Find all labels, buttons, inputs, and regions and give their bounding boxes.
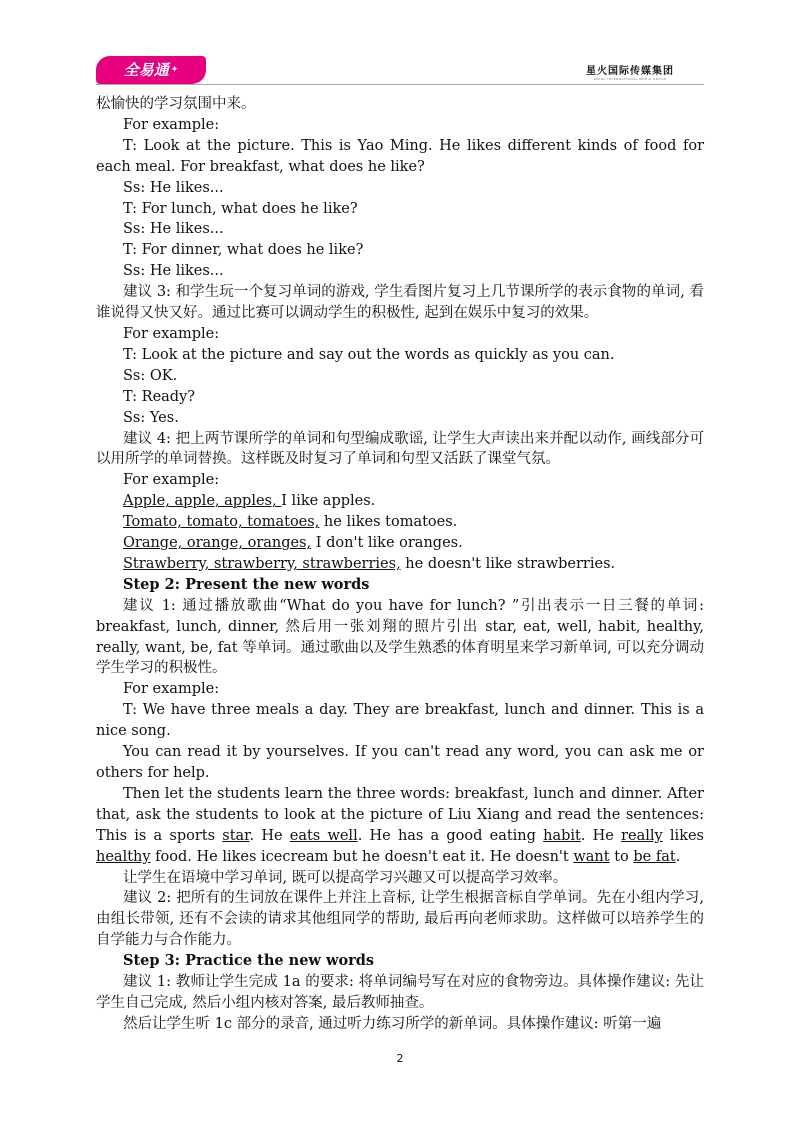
vocab-word: be fat [633,848,676,865]
brand-logo: 全易通 ✦ [96,56,206,84]
chant-line [96,554,704,575]
chant-text: I don't like oranges. [311,535,463,552]
chant-text: he doesn't like strawberries. [400,555,616,572]
document-body [96,94,704,1035]
page-number: 2 [396,1052,404,1065]
text-line: Ss: He likes... [123,221,224,238]
step-label: Step 3 [123,952,175,970]
chant-underlined: Apple, apple, apples, [123,493,282,510]
text-run: food. He likes icecream but he doesn't eat it. He doesn't [150,848,574,865]
step-title: : Present the new words [174,575,370,593]
text-line: For example: [123,116,220,133]
text-run: Then let the students learn the three words: breakfast, lunch and dinner. After that, ask the students to look at the picture of Liu Xiang and read the sentences: This is a sports [96,785,704,844]
vocab-word: star [222,827,250,844]
text-line: Ss: OK. [123,367,178,384]
text-line: For example: [123,681,220,698]
text-line: Ss: He likes... [123,263,224,280]
publisher-mark [586,62,674,81]
text-line: 然后让学生听 1c 部分的录音, 通过听力练习所学的新单词。具体操作建议: 听第一遍 [123,1015,662,1032]
text-line: 让学生在语境中学习单词, 既可以提高学习兴趣又可以提高学习效率。 [123,869,568,886]
text-line: 建议 3: 和学生玩一个复习单词的游戏, 学生看图片复习上几节课所学的表示食物的单词, 看谁说得又快又好。通过比赛可以调动学生的积极性, 起到在娱乐中复习的效果。 [96,284,704,322]
text-line: T: Look at the picture and say out the words as quickly as you can. [123,346,615,363]
text-line: Ss: Yes. [123,409,179,426]
chant-underlined: Strawberry, strawberry, strawberries, [123,555,401,572]
text-line: 建议 1: 教师让学生完成 1a 的要求: 将单词编号写在对应的食物旁边。具体操作建议: 先让学生自己完成, 然后小组内核对答案, 最后教师抽查。 [96,974,704,1011]
text-line: You can read it by yourselves. If you can't read any word, you can ask me or others for help. [96,744,704,781]
text-line: T: For dinner, what does he like? [123,242,364,259]
chant-underlined: Tomato, tomato, tomatoes, [123,514,320,531]
chant-line [96,491,704,512]
chant-underlined: Orange, orange, oranges, [123,535,312,552]
text-line: T: Ready? [123,388,196,405]
chant-text: he likes tomatoes. [319,514,458,531]
vocab-word: eats well [289,827,358,844]
text-line: 建议 2: 把所有的生词放在课件上并注上音标, 让学生根据音标自学单词。先在小组内学习, 由组长带领, 还有不会读的请求其他组同学的帮助, 最后再向老师求助。这样做可以培养学生的自学能力与合作能力。 [96,890,704,949]
vocab-word: want [573,848,610,865]
step-title: : Practice the new words [174,952,375,970]
text-run: . He has a good eating [357,827,544,844]
vocab-word: really [621,827,663,844]
text-paragraph [96,784,704,868]
text-line: T: We have three meals a day. They are breakfast, lunch and dinner. This is a nice song. [96,702,704,740]
section-heading-step2 [96,575,704,596]
publisher-name: 星火国际传媒集团 [586,66,674,77]
text-line: T: For lunch, what does he like? [123,200,358,217]
page-header [96,56,704,86]
chant-text: I like apples. [281,493,376,510]
sparkle-icon: ✦ [170,65,179,75]
vocab-word: habit [543,827,581,844]
text-line: For example: [123,325,220,342]
text-run: . [675,848,681,865]
step-label: Step 2 [123,575,175,593]
header-divider [96,84,704,85]
section-heading-step3 [96,951,704,972]
text-line: T: Look at the picture. This is Yao Ming. He likes different kinds of food for each meal. For breakfast, what does he like? [96,137,704,175]
text-run: . He [249,827,290,844]
text-line: 松愉快的学习氛围中来。 [96,96,256,112]
text-line: 建议 4: 把上两节课所学的单词和句型编成歌谣, 让学生大声读出来并配以动作, 画线部分可以用所学的单词替换。这样既及时复习了单词和句型又活跃了课堂气氛。 [96,430,704,468]
text-line: 建议 1: 通过播放歌曲“What do you have for lunch? ”引出表示一日三餐的单词: breakfast, lunch, dinner, 然后用一张刘翔的照片引出 star, eat, well, habit, healthy, really, want, be, fat 等单词。通过歌曲以及学生熟悉的体育明星来学习新单词, 可以充分调动学生学习的积极性。 [96,597,704,677]
publisher-name-en: SPARK INTERNATIONAL MEDIA GROUP [593,77,667,81]
text-line: Ss: He likes... [123,179,224,196]
chant-line [96,533,704,554]
text-run: . He [580,827,622,844]
chant-line [96,512,704,533]
text-run: likes [662,827,704,844]
vocab-word: healthy [96,848,151,865]
text-line: For example: [123,472,220,489]
text-run: to [609,848,634,865]
